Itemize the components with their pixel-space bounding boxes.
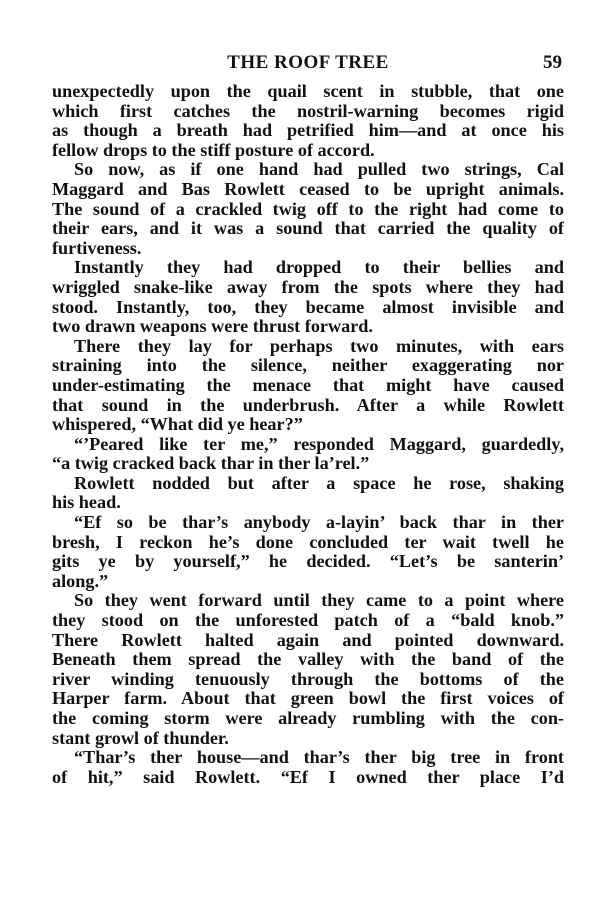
text-line: There Rowlett halted again and pointed downward. <box>52 629 564 650</box>
text-line: So they went forward until they came to a point where <box>74 590 564 611</box>
text-line: “a twig cracked back thar in ther la’rel.” <box>52 453 370 474</box>
text-line: as though a breath had petrified him—and at once his <box>52 120 564 141</box>
paragraph <box>52 513 564 591</box>
text-line: “Thar’s ther house—and thar’s ther big tree in front <box>74 747 564 768</box>
text-line: “Ef so be thar’s anybody a-layin’ back thar in ther <box>74 512 564 533</box>
page-header <box>52 52 564 76</box>
paragraph <box>52 337 564 435</box>
body-text <box>52 82 564 787</box>
text-line: whispered, “What did ye hear?” <box>52 414 303 435</box>
paragraph <box>52 160 564 258</box>
text-line: fellow drops to the stiff posture of accord. <box>52 139 375 160</box>
text-line: river winding tenuously through the bottoms of the <box>52 668 564 689</box>
text-line: two drawn weapons were thrust forward. <box>52 316 373 337</box>
text-line: Rowlett nodded but after a space he rose, shaking <box>74 472 564 493</box>
text-line: Instantly they had dropped to their bellies and <box>74 257 564 278</box>
text-line: stood. Instantly, too, they became almost invisible and <box>52 296 564 317</box>
text-line: “’Peared like ter me,” responded Maggard, guardedly, <box>74 433 564 454</box>
text-line: Harper farm. About that green bowl the first voices of <box>52 688 564 709</box>
text-line: stant growl of thunder. <box>52 727 229 748</box>
paragraph <box>52 748 564 787</box>
text-line: the coming storm were already rumbling with the con- <box>52 708 564 728</box>
text-line: straining into the silence, neither exaggerating nor <box>52 355 564 376</box>
paragraph <box>52 591 564 748</box>
running-title: THE ROOF TREE <box>227 52 389 73</box>
book-page <box>52 52 564 787</box>
text-line: unexpectedly upon the quail scent in stubble, that one <box>52 81 564 101</box>
text-line: Maggard and Bas Rowlett ceased to be upright animals. <box>52 178 564 199</box>
text-line: their ears, and it was a sound that carried the quality of <box>52 218 564 239</box>
text-line: they stood on the unforested patch of a “bald knob.” <box>52 610 564 631</box>
text-line: The sound of a crackled twig off to the right had come to <box>52 198 564 219</box>
text-line: furtiveness. <box>52 237 142 258</box>
text-line: of hit,” said Rowlett. “Ef I owned ther place I’d <box>52 766 564 787</box>
text-line: along.” <box>52 570 109 591</box>
text-line: gits ye by yourself,” he decided. “Let’s be santerin’ <box>52 551 564 572</box>
paragraph <box>52 258 564 336</box>
text-line: So now, as if one hand had pulled two strings, Cal <box>74 159 564 180</box>
text-line: There they lay for perhaps two minutes, with ears <box>74 335 564 356</box>
text-line: which first catches the nostril-warning becomes rigid <box>52 100 564 121</box>
paragraph <box>52 435 564 474</box>
page-number: 59 <box>543 52 562 73</box>
text-line: wriggled snake-like away from the spots where they had <box>52 276 564 297</box>
text-line: his head. <box>52 492 121 513</box>
text-line: Beneath them spread the valley with the band of the <box>52 649 564 670</box>
text-line: under-estimating the menace that might have caused <box>52 374 564 395</box>
paragraph <box>52 474 564 513</box>
text-line: bresh, I reckon he’s done concluded ter wait twell he <box>52 531 564 552</box>
text-line: that sound in the underbrush. After a while Rowlett <box>52 394 564 415</box>
paragraph <box>52 82 564 160</box>
